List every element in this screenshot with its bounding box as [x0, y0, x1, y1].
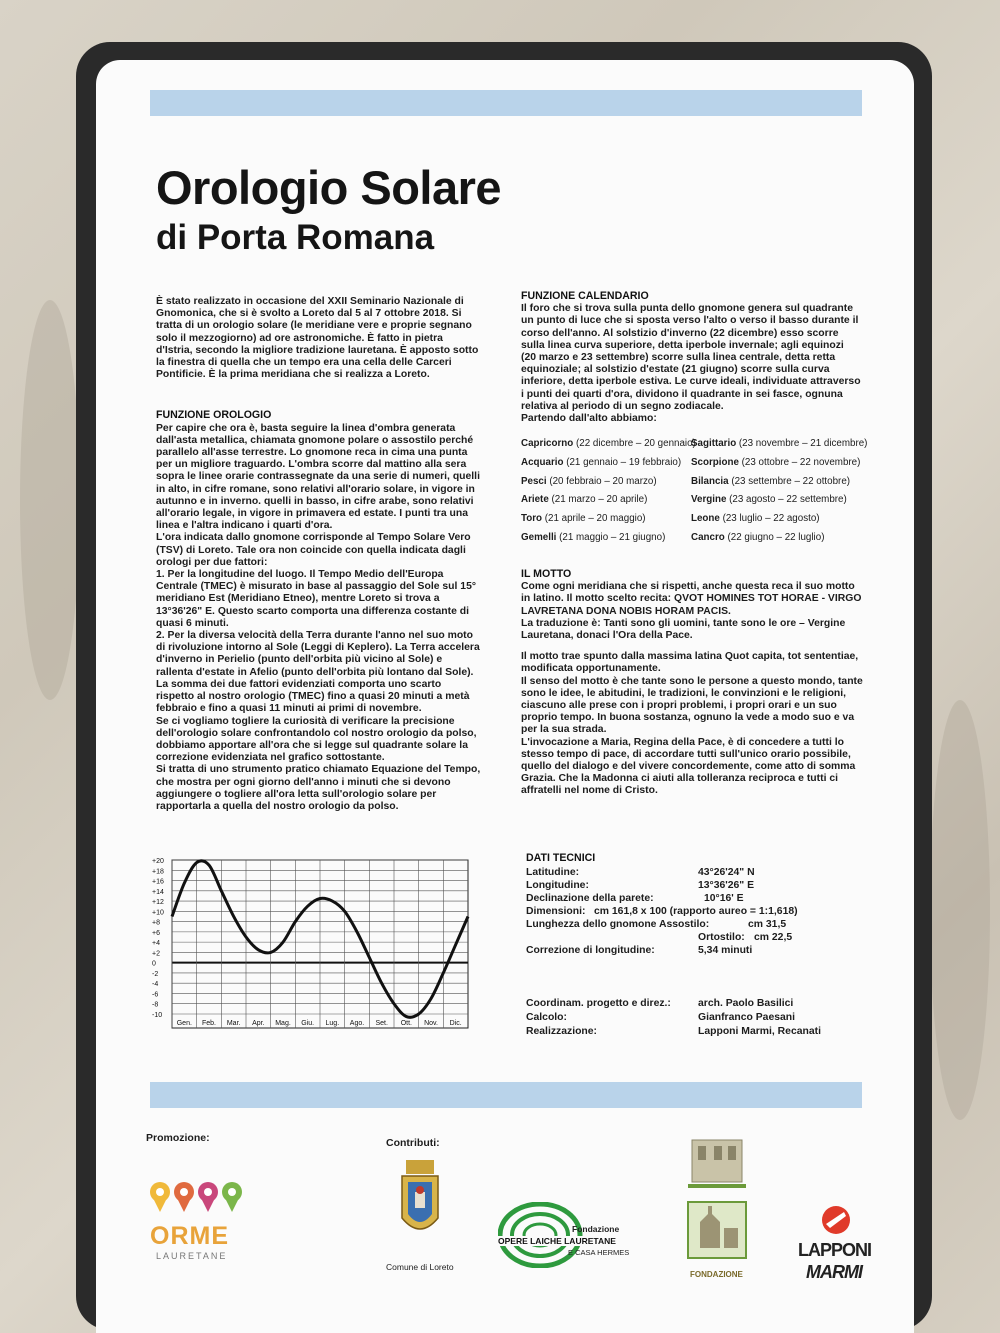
credit-role: Calcolo: — [526, 1012, 567, 1023]
chart-x-tick-label: Set. — [375, 1020, 388, 1027]
chart-y-tick-label: +12 — [152, 899, 164, 907]
zodiac-date: (21 gennaio – 19 febbraio) — [566, 456, 682, 468]
chart-y-ticks — [152, 858, 164, 1019]
tech-value: cm 161,8 x 100 (rapporto aureo = 1:1,618) — [594, 906, 798, 917]
orme-logo-subtext: LAURETANE — [156, 1251, 228, 1261]
chart-y-tick-label: -10 — [152, 1012, 163, 1019]
tech-value: cm 22,5 — [754, 932, 793, 943]
motto-paragraph-3: Il motto trae spunto dalla massima latina Quot capita, tot sententiae, modificata opportunamente. — [521, 651, 859, 675]
chart-x-tick-label: Ott. — [400, 1020, 412, 1027]
orologio-paragraph-1: Per capire che ora è, basta seguire la linea d'ombra generata dall'asta metallica, chiamata gnomone polare o assostilo perché parallelo all'asse terrestre. Lo gnomone reca in cima una punta per un migliore traguardo. L'ombra scorre dal mattino alla sera sopra le linee orarie contrassegnate da una serie di numeri, quelli in alto, in cifre romane, sono relativi all'orario solare, in vigore in autunno e in inverno. quelli in basso, in cifre arabe, sono relativi all'orario legale, in vigore in primavera ed estate. I punti tra una linea e l'altra indicano i quarti d'ora. — [156, 422, 480, 532]
chart-x-ticks — [177, 1020, 462, 1027]
tech-row — [526, 892, 886, 905]
credit-row — [526, 1012, 886, 1026]
credit-role: Realizzazione: — [526, 1026, 598, 1037]
zodiac-date: (21 aprile – 20 maggio) — [544, 513, 646, 525]
fondazione-label-1: Fondazione — [572, 1224, 620, 1234]
fondazione-label-3: E CASA HERMES — [568, 1248, 630, 1257]
zodiac-sign: Ariete — [521, 494, 549, 506]
tech-row — [526, 931, 886, 944]
zodiac-date: (23 agosto – 22 settembre) — [729, 494, 847, 506]
zodiac-row — [521, 510, 861, 529]
chart-x-tick-label: Mar. — [226, 1020, 241, 1027]
zodiac-date: (23 settembre – 22 ottobre) — [731, 475, 851, 487]
chart-x-tick-label: Ago. — [349, 1020, 365, 1027]
zodiac-date: (22 dicembre – 20 gennaio) — [576, 438, 696, 449]
chart-y-tick-label: -2 — [152, 970, 159, 978]
chart-y-tick-label: +4 — [152, 940, 160, 948]
zodiac-date: (21 maggio – 21 giugno) — [559, 531, 666, 543]
contributi-label: Contributi: — [386, 1137, 440, 1149]
credit-role: Coordinam. progetto e direz.: — [526, 998, 671, 1009]
technical-data — [526, 852, 886, 957]
zodiac-sign: Gemelli — [521, 531, 557, 543]
zodiac-sign: Leone — [691, 513, 720, 525]
chart-y-tick-label: +2 — [152, 950, 160, 958]
tech-key: Correzione di longitudine: — [526, 945, 655, 956]
tech-value: 13°36'26" E — [698, 880, 755, 891]
fondazione-opere-laiche-logo-icon — [498, 1202, 588, 1268]
fondazione-label-2: OPERE LAICHE LAURETANE — [498, 1236, 616, 1246]
chart-x-tick-label: Gen. — [176, 1020, 192, 1027]
page-title: Orologio Solare — [156, 161, 502, 214]
zodiac-date: (23 ottobre – 22 novembre) — [741, 456, 861, 468]
bottom-blue-stripe — [150, 1082, 862, 1108]
motto-paragraph-1: Come ogni meridiana che si rispetti, anche questa reca il suo motto in latino. Il motto scelto recita: QVOT HOMINES TOT HORAE - VIRGO LAVRETANA DONA NOBIS HORAM PACIS. — [521, 581, 862, 617]
zodiac-sign: Pesci — [521, 475, 547, 487]
right-column-calendario — [521, 290, 861, 434]
tech-row — [526, 879, 886, 892]
calendario-paragraph-1: Il foro che si trova sulla punta dello gnomone genera sul quadrante un punto di luce che si sposta verso l'alto o verso il basso durante il corso dell'anno. Al solstizio d'inverno (22 dicembre) esso scorre sulla linea curva superiore, detta iperbole invernale; agli equinozi (20 marzo e 23 settembre) scorre sulla linea centrale, detta retta equinoziale; al solstizio d'estate (21 giugno) scorre sulla curva inferiore, detta iperbole estiva. Le curve ideali, individuate attraverso i punti dei quarti d'ora, dividono il quadrante in sei fasce, ognuna relativa al periodo di un segno zodiacale. — [521, 303, 861, 412]
tech-row — [526, 866, 886, 879]
chart-y-tick-label: 0 — [152, 960, 156, 968]
top-blue-stripe — [150, 90, 862, 116]
left-column — [156, 296, 481, 813]
tech-row — [526, 905, 886, 918]
zodiac-row — [521, 529, 861, 548]
zodiac-row — [521, 473, 861, 492]
chart-y-tick-label: +14 — [152, 888, 164, 896]
tech-key: Longitudine: — [526, 880, 589, 891]
chart-x-tick-label: Apr. — [252, 1020, 265, 1027]
zodiac-sign: Sagittario — [691, 438, 737, 449]
equation-of-time-chart — [150, 854, 490, 1040]
calendario-paragraph-2: Partendo dall'alto abbiamo: — [521, 413, 657, 425]
lapponi-text: LAPPONI — [798, 1240, 872, 1260]
zodiac-row — [521, 454, 861, 473]
zodiac-sign: Toro — [521, 513, 543, 525]
zodiac-table — [521, 435, 868, 548]
page-subtitle: di Porta Romana — [156, 218, 435, 257]
zodiac-sign: Acquario — [521, 456, 564, 468]
orme-pins-icon — [148, 1178, 244, 1222]
zodiac-date: (23 novembre – 21 dicembre) — [738, 438, 868, 449]
credit-name: arch. Paolo Basilici — [698, 998, 794, 1009]
zodiac-date: (21 marzo – 20 aprile) — [551, 494, 648, 506]
credit-row — [526, 998, 886, 1012]
tech-key: Lunghezza dello gnomone Assostilo: — [526, 919, 710, 930]
chart-y-tick-label: -4 — [152, 981, 159, 989]
chart-x-tick-label: Dic. — [449, 1020, 462, 1027]
credit-row — [526, 1026, 886, 1040]
tech-row — [526, 944, 886, 957]
wall-texture — [20, 300, 80, 700]
tech-value: 10°16' E — [704, 893, 744, 904]
motto-paragraph-5: L'invocazione a Maria, Regina della Pace, è di concedere a tutti lo stesso tempo di pace, di accordare tutti sull'unico orario possibile, quello del dialogo e del vivere concordemente, come atto di somma Grazia. Che la Madonna ci aiuti alla tolleranza reciproca e tutti ci affratelli nel nome di Cristo. — [521, 736, 856, 797]
intro-paragraph: È stato realizzato in occasione del XXII Seminario Nazionale di Gnomonica, che si è svolto a Loreto dal 5 al 7 ottobre 2018. Si tratta di un orologio solare (le meridiane vere e proprie segnano solo il mezzogiorno) ad ore astronomiche. È fatto in pietra d'Istria, secondo la migliore tradizione lauretana. È apposto sotto la finestra di quella che un tempo era una cella delle Carceri Pontificie. È la prima meridiana che si realizza a Loreto. — [156, 296, 479, 381]
orme-logo-text: ORME — [150, 1222, 229, 1250]
tech-value: 5,34 minuti — [698, 945, 753, 956]
chart-x-tick-label: Lug. — [325, 1020, 340, 1027]
lapponi-logo-icon — [820, 1204, 852, 1236]
zodiac-date: (22 giugno – 22 luglio) — [727, 531, 825, 543]
zodiac-date: (23 luglio – 22 agosto) — [722, 513, 820, 525]
tech-heading: DATI TECNICI — [526, 852, 596, 864]
chart-x-tick-label: Nov. — [424, 1020, 438, 1027]
chart-x-tick-label: Feb. — [201, 1020, 217, 1027]
orologio-paragraph-6: Si tratta di uno strumento pratico chiamato Equazione del Tempo, che mostra per ogni giorno dell'anno i minuti che si devono aggiungere o togliere all'ora letta sull'orologio solare per rapportarla a quella del nostro orologio da polso. — [156, 764, 481, 812]
zodiac-sign: Scorpione — [691, 456, 739, 468]
comune-label: Comune di Loreto — [386, 1262, 454, 1272]
fondazione2-label: FONDAZIONE — [690, 1270, 743, 1279]
chart-y-tick-label: -6 — [152, 991, 159, 999]
right-column-motto — [521, 568, 866, 798]
orologio-paragraph-3: 1. Per la longitudine del luogo. Il Tempo Medio dell'Europa Centrale (TMEC) è misurato in base al passaggio del Sole sul 15° meridiano Est (Meridiano Etneo), mentre Loreto si trova a 13°36'26" E. Questo scarto comporta una differenza costante di quasi 6 minuti. — [156, 569, 477, 629]
chart-y-tick-label: +18 — [152, 868, 164, 876]
zodiac-sign: Cancro — [691, 531, 725, 543]
fondazione-building-icon — [684, 1138, 750, 1268]
orologio-heading: FUNZIONE OROLOGIO — [156, 409, 272, 422]
motto-heading: IL MOTTO — [521, 568, 572, 580]
zodiac-row — [521, 435, 868, 454]
tech-row — [526, 918, 886, 931]
motto-paragraph-2: La traduzione è: Tanti sono gli uomini, tante sono le ore – Vergine Lauretana, donaci l'Ora della Pace. — [521, 617, 846, 642]
chart-y-tick-label: +6 — [152, 929, 160, 937]
marmi-text: MARMI — [806, 1262, 862, 1282]
promozione-label: Promozione: — [146, 1132, 210, 1144]
orologio-paragraph-5: Se ci vogliamo togliere la curiosità di verificare la precisione dell'orologio solare confrontandolo col nostro orologio da polso, dobbiamo apportare all'ora che si legge sul quadrante solare la correzione evidenziata nel grafico sottostante. — [156, 715, 477, 764]
plaque-panel — [96, 60, 914, 1333]
chart-x-tick-label: Giu. — [301, 1020, 315, 1027]
tech-value: 43°26'24" N — [698, 867, 755, 878]
zodiac-row — [521, 491, 861, 510]
zodiac-sign: Vergine — [691, 494, 727, 506]
wall-texture — [930, 700, 990, 1120]
chart-y-tick-label: +8 — [152, 919, 160, 927]
tech-key: Latitudine: — [526, 867, 580, 878]
orologio-paragraph-4: 2. Per la diversa velocità della Terra durante l'anno nel suo moto di rivoluzione intorno al Sole (Leggi di Keplero). La Terra accelera d'inverno in Perielio (punto dell'orbita più vicino al Sole) e rallenta d'estate in Afelio (punto dell'orbita più lontano dal Sole). La somma dei due fattori evidenziati comporta uno scarto rispetto al nostro orologio (TMEC) fino a quasi 20 minuti a metà febbraio e fino a quasi 11 minuti ai primi di novembre. — [156, 630, 480, 715]
zodiac-sign: Capricorno — [521, 438, 574, 449]
tech-value: cm 31,5 — [748, 919, 787, 930]
chart-grid — [172, 860, 468, 1028]
zodiac-date: (20 febbraio – 20 marzo) — [549, 475, 657, 487]
chart-x-tick-label: Mag. — [275, 1020, 291, 1027]
tech-key: Ortostilo: — [698, 932, 745, 943]
zodiac-sign: Bilancia — [691, 475, 729, 487]
orologio-paragraph-2: L'ora indicata dallo gnomone corrisponde al Tempo Solare Vero (TSV) di Loreto. Tale ora non coincide con quella indicata dagli orologi per due fattori: — [156, 532, 471, 568]
chart-y-tick-label: +16 — [152, 878, 164, 886]
calendario-heading: FUNZIONE CALENDARIO — [521, 290, 649, 302]
credits — [526, 998, 886, 1040]
credit-name: Lapponi Marmi, Recanati — [698, 1026, 821, 1037]
comune-coat-of-arms-icon — [400, 1160, 440, 1258]
chart-y-tick-label: +10 — [152, 909, 164, 917]
tech-key: Declinazione della parete: — [526, 893, 654, 904]
motto-paragraph-4: Il senso del motto è che tante sono le persone a questo mondo, tante sono le idee, le abitudini, le tradizioni, le convinzioni e le religioni, ciascuno alle prese con i propri problemi, i propri orari e un suo proprio tempo. In buona sostanza, ognuno la vede a modo suo e va per la sua strada. — [521, 675, 863, 736]
chart-y-tick-label: -8 — [152, 1001, 159, 1009]
tech-key: Dimensioni: — [526, 906, 586, 917]
chart-y-tick-label: +20 — [152, 858, 164, 865]
credit-name: Gianfranco Paesani — [698, 1012, 796, 1023]
